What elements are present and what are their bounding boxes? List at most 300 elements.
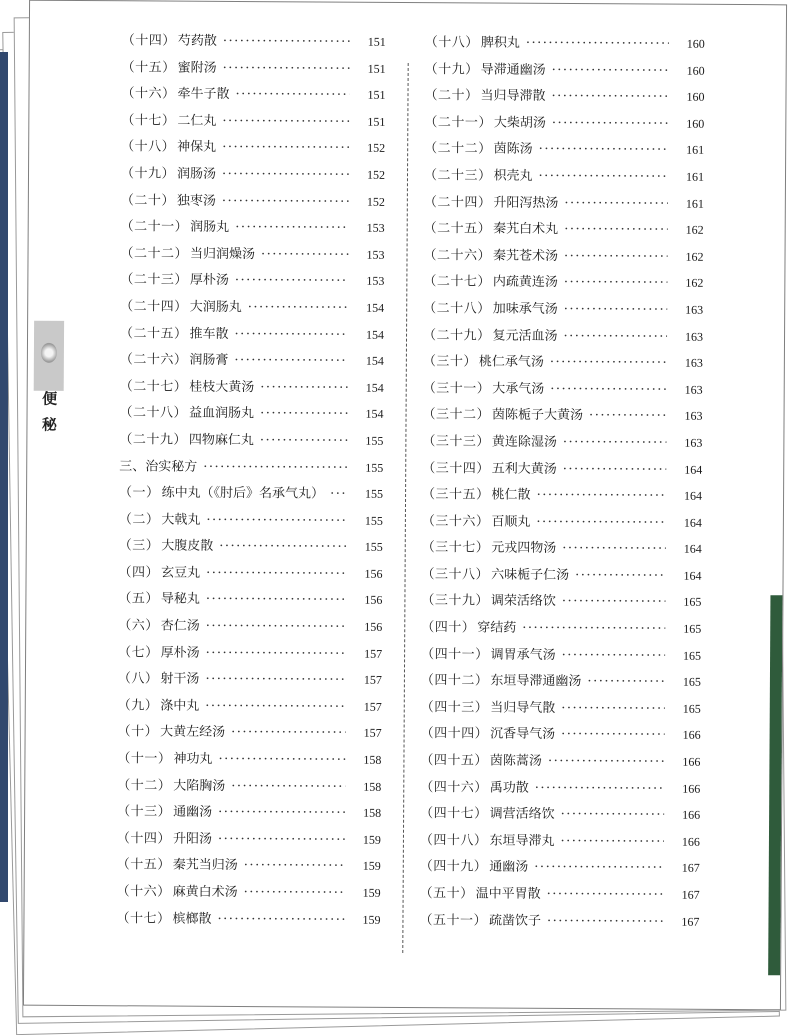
entry-page-number: 166 [682, 754, 701, 769]
entry-title: 东垣导滞通幽汤 [490, 673, 582, 690]
toc-entry [420, 776, 700, 804]
toc-entry [425, 58, 705, 86]
entry-page-number: 163 [684, 329, 704, 344]
entry-page-number: 166 [681, 834, 700, 849]
dot-leader [205, 672, 346, 688]
entry-title: 穿结药 [477, 620, 517, 636]
entry-page-number: 158 [363, 805, 382, 821]
column-divider [402, 63, 408, 953]
dot-leader [206, 619, 347, 635]
entry-page-number: 156 [364, 593, 383, 608]
dot-leader [205, 699, 346, 715]
entry-number: （十七） [116, 910, 171, 927]
entry-title: 大柴胡汤 [493, 115, 546, 131]
entry-number: （八） [117, 671, 159, 687]
toc-entry [421, 563, 701, 591]
entry-title: 练中丸（《肘后》名承气丸） [161, 485, 325, 502]
entry-page-number: 163 [685, 302, 704, 317]
entry-number: （三十一） [422, 380, 491, 397]
entry-page-number: 160 [686, 63, 705, 78]
entry-number: （三十四） [422, 460, 490, 477]
entry-number: （三十八） [421, 566, 490, 583]
entry-number: （二十九） [422, 327, 491, 344]
entry-number: （二十四） [423, 194, 492, 211]
entry-number: （一） [119, 485, 160, 501]
dot-leader [222, 167, 349, 183]
entry-number: （二十八） [423, 301, 491, 317]
dot-leader [552, 116, 669, 132]
entry-page-number: 151 [367, 87, 386, 103]
entry-number: （二十九） [119, 432, 187, 448]
entry-page-number: 161 [685, 196, 704, 211]
toc-page [23, 0, 787, 1010]
entry-title: 百顺丸 [491, 514, 531, 530]
toc-entry [117, 827, 381, 855]
dot-leader [235, 87, 349, 103]
entry-number: （二十八） [119, 405, 188, 421]
toc-entry [121, 136, 385, 164]
dot-leader [330, 487, 347, 502]
toc-entry [119, 508, 383, 536]
toc-entry [420, 829, 700, 857]
toc-entry [116, 907, 380, 935]
entry-title: 沉香导气汤 [490, 726, 556, 743]
toc-entry [421, 723, 701, 751]
entry-page-number: 155 [364, 540, 383, 555]
entry-page-number: 166 [682, 807, 701, 823]
toc-entry [119, 402, 383, 430]
entry-page-number: 152 [366, 194, 385, 209]
entry-title: 五利大黄汤 [491, 461, 557, 477]
entry-title: 推车散 [189, 326, 229, 342]
entry-number: （四十二） [420, 673, 489, 689]
entry-number: （二十七） [119, 378, 188, 395]
entry-number: （四十四） [420, 726, 489, 742]
entry-title: 茵陈蒿汤 [489, 753, 543, 769]
dot-leader [218, 832, 345, 848]
toc-entry [120, 322, 384, 350]
entry-page-number: 166 [682, 781, 701, 796]
entry-title: 益血润肠丸 [189, 405, 255, 422]
toc-entry [420, 749, 700, 777]
entry-title: 东垣导滞丸 [489, 833, 555, 849]
toc-entry [121, 82, 385, 110]
entry-page-number: 156 [364, 566, 383, 581]
toc-entry [424, 191, 704, 219]
entry-title: 神功丸 [173, 751, 213, 767]
toc-entry [424, 137, 704, 165]
entry-page-number: 166 [682, 728, 701, 743]
entry-number: （二十） [120, 192, 175, 209]
toc-entry [117, 854, 381, 882]
entry-page-number: 161 [685, 169, 705, 184]
entry-page-number: 160 [686, 116, 705, 131]
entry-title: 杏仁汤 [160, 618, 200, 634]
toc-entry [121, 109, 385, 137]
entry-number: （二十一） [120, 219, 189, 235]
dot-leader [244, 858, 345, 874]
entry-number: （五十一） [419, 912, 488, 929]
entry-title: 复元活血汤 [492, 328, 558, 344]
entry-number: （二十五） [119, 325, 188, 342]
toc-entry [422, 536, 702, 564]
entry-page-number: 153 [366, 274, 385, 289]
entry-title: 三、治实秘方 [119, 458, 198, 475]
entry-title: 大戟丸 [161, 512, 201, 528]
entry-title: 厚朴汤 [160, 645, 200, 661]
dot-leader [217, 911, 344, 927]
dot-leader [560, 834, 664, 850]
entry-page-number: 154 [365, 407, 384, 422]
toc-entry [117, 747, 381, 775]
dot-leader [231, 779, 345, 795]
entry-number: （四十九） [419, 859, 488, 875]
chapter-tab-emblem [34, 321, 64, 391]
dot-leader [235, 326, 349, 342]
entry-number: （十五） [121, 59, 176, 76]
entry-title: 秦艽当归汤 [172, 857, 238, 874]
entry-title: 厚朴汤 [189, 273, 229, 289]
dot-leader [552, 62, 669, 78]
dot-leader [219, 539, 347, 555]
dot-leader [564, 249, 668, 265]
entry-page-number: 160 [686, 36, 705, 51]
toc-column-left [116, 29, 386, 935]
entry-title: 调营活络饮 [489, 806, 555, 823]
dot-leader [206, 592, 347, 608]
entry-title: 桃仁散 [491, 487, 531, 503]
toc-entry [120, 375, 384, 403]
entry-page-number: 164 [683, 515, 702, 530]
entry-page-number: 160 [686, 89, 705, 105]
dot-leader [206, 566, 347, 582]
toc-entry [121, 215, 385, 243]
entry-page-number: 152 [367, 141, 386, 156]
toc-entry [422, 430, 702, 458]
dot-leader [223, 34, 350, 50]
toc-entry [117, 774, 381, 802]
entry-title: 蜜附汤 [177, 60, 217, 76]
dot-leader [522, 621, 665, 637]
entry-title: 秦艽白术丸 [493, 221, 559, 238]
toc-entry [421, 669, 701, 697]
entry-title: 元戎四物汤 [491, 540, 557, 557]
entry-page-number: 163 [684, 409, 703, 424]
dot-leader [539, 142, 669, 158]
entry-title: 当归导滞散 [480, 88, 546, 105]
entry-page-number: 162 [685, 276, 704, 291]
entry-title: 桂枝大黄汤 [189, 379, 255, 395]
entry-page-number: 155 [365, 433, 384, 448]
dot-leader [231, 725, 346, 741]
entry-page-number: 167 [681, 861, 700, 876]
toc-entry [423, 244, 703, 272]
entry-number: （十四） [121, 33, 176, 49]
entry-title: 脾积丸 [480, 35, 520, 51]
toc-entry [121, 162, 385, 190]
dot-leader [235, 220, 349, 236]
dot-leader [222, 193, 349, 209]
dot-leader [206, 512, 347, 528]
entry-page-number: 157 [363, 699, 382, 714]
dot-leader [548, 754, 665, 770]
entry-number: （九） [117, 698, 159, 714]
entry-number: （三十九） [421, 593, 489, 609]
entry-number: （十八） [424, 35, 479, 51]
toc-entry [121, 189, 385, 217]
entry-number: （二十一） [424, 114, 492, 131]
toc-entry [419, 909, 699, 937]
entry-number: （五） [118, 591, 159, 607]
toc-entry [421, 643, 701, 671]
entry-page-number: 165 [682, 674, 701, 690]
entry-number: （三十） [422, 354, 477, 370]
toc-entry [122, 56, 386, 84]
entry-title: 射干汤 [160, 671, 200, 687]
entry-page-number: 155 [364, 513, 383, 528]
entry-title: 当归导气散 [490, 700, 556, 716]
entry-title: 调荣活络饮 [490, 593, 556, 610]
dot-leader [575, 568, 666, 584]
dot-leader [561, 701, 665, 717]
entry-number: （三十二） [422, 407, 491, 423]
toc-entry [420, 802, 700, 830]
entry-title: 通幽汤 [489, 859, 529, 876]
entry-title: 大陷胸汤 [173, 778, 226, 794]
entry-page-number: 158 [363, 779, 382, 794]
entry-title: 黄连除湿汤 [491, 434, 557, 450]
entry-title: 禹功散 [489, 780, 529, 796]
entry-number: （二十三） [120, 272, 188, 289]
entry-number: （十八） [121, 139, 176, 155]
entry-page-number: 162 [685, 249, 704, 264]
toc-entry [119, 481, 383, 509]
entry-page-number: 164 [683, 541, 702, 557]
toc-entry [118, 641, 382, 669]
toc-entry [423, 297, 703, 325]
entry-page-number: 157 [363, 673, 382, 688]
entry-title: 二仁丸 [177, 113, 217, 129]
entry-number: （二十三） [423, 168, 492, 184]
entry-number: （二） [118, 511, 160, 528]
toc-entry [120, 242, 384, 270]
entry-page-number: 151 [367, 34, 386, 49]
dot-leader [526, 36, 669, 52]
entry-number: （十六） [121, 86, 176, 102]
dot-leader [550, 382, 667, 398]
entry-number: （三十三） [422, 434, 490, 450]
dot-leader [563, 461, 667, 477]
dot-leader [538, 169, 668, 185]
entry-number: （二十六） [119, 352, 188, 368]
dot-leader [550, 355, 667, 371]
entry-page-number: 151 [367, 61, 386, 76]
toc-entry [422, 483, 702, 511]
entry-page-number: 159 [362, 912, 381, 927]
toc-entry [118, 694, 382, 722]
entry-number: （十三） [117, 804, 172, 820]
dot-leader [564, 302, 668, 318]
entry-page-number: 165 [683, 621, 702, 636]
entry-page-number: 167 [681, 914, 700, 929]
entry-number: （七） [118, 644, 159, 661]
toc-entry [420, 882, 700, 910]
dot-leader [222, 140, 349, 156]
entry-page-number: 154 [365, 380, 384, 395]
entry-page-number: 159 [362, 859, 381, 874]
toc-section-heading [119, 455, 383, 483]
dot-leader [564, 196, 668, 212]
entry-number: （四十六） [420, 779, 488, 796]
toc-entry [424, 164, 704, 192]
toc-entry [117, 880, 381, 908]
entry-title: 温中平胃散 [475, 886, 541, 902]
page-edge-strip [768, 595, 782, 975]
entry-title: 芍药散 [177, 33, 217, 49]
dot-leader [551, 89, 668, 105]
toc-entry [118, 721, 382, 749]
entry-title: 玄豆丸 [161, 565, 201, 581]
entry-page-number: 162 [685, 222, 704, 237]
entry-page-number: 164 [683, 568, 702, 583]
entry-number: （六） [118, 618, 159, 634]
entry-page-number: 151 [367, 114, 386, 129]
entry-page-number: 159 [362, 885, 381, 900]
entry-title: 当归润燥汤 [189, 246, 256, 262]
entry-number: （二十四） [120, 299, 188, 315]
page-edge-strip [0, 52, 8, 902]
entry-number: （十） [117, 724, 159, 740]
dot-leader [534, 860, 664, 876]
entry-number: （十二） [117, 777, 172, 794]
entry-page-number: 167 [681, 887, 700, 902]
toc-entry [118, 667, 382, 695]
entry-title: 神保丸 [177, 139, 217, 156]
toc-entry [423, 324, 703, 352]
entry-number: （十五） [116, 857, 171, 873]
dot-leader [564, 222, 668, 238]
entry-number: （四十八） [419, 832, 488, 849]
toc-entry [425, 31, 705, 59]
toc-entry [422, 510, 702, 538]
entry-page-number: 153 [366, 247, 385, 262]
toc-entry [424, 111, 704, 139]
entry-page-number: 153 [366, 220, 385, 236]
dot-leader [535, 780, 665, 796]
entry-title: 内疏黄连汤 [492, 274, 558, 291]
dot-leader [260, 380, 348, 396]
entry-number: （十一） [117, 751, 172, 767]
entry-number: （十九） [424, 61, 479, 78]
entry-page-number: 164 [684, 488, 703, 503]
entry-page-number: 165 [682, 701, 701, 716]
entry-page-number: 154 [365, 327, 385, 342]
entry-number: （四十五） [420, 753, 488, 769]
dot-leader [203, 459, 347, 475]
dot-leader [537, 488, 667, 504]
entry-number: （二十六） [423, 247, 492, 264]
dot-leader [223, 60, 350, 76]
entry-number: （三十七） [421, 540, 490, 556]
entry-page-number: 157 [364, 646, 383, 661]
toc-column-right [419, 31, 705, 937]
dot-leader [260, 433, 348, 449]
toc-entry [423, 350, 703, 378]
toc-entry [118, 588, 382, 616]
toc-entry [422, 457, 702, 485]
dot-leader [587, 674, 665, 689]
entry-title: 四物麻仁丸 [188, 432, 254, 448]
entry-title: 润肠汤 [176, 166, 217, 182]
entry-title: 涤中丸 [160, 698, 200, 714]
entry-title: 大润肠丸 [189, 299, 242, 315]
entry-title: 大黄左经汤 [160, 724, 226, 741]
toc-entry [421, 696, 701, 724]
toc-entry [423, 377, 703, 405]
entry-page-number: 161 [686, 143, 705, 158]
chapter-side-label: 便秘 [41, 389, 58, 434]
dot-leader [562, 594, 666, 610]
entry-number: （二十二） [424, 141, 492, 157]
entry-number: （二十二） [120, 246, 189, 262]
entry-number: （三十六） [421, 513, 490, 530]
entry-title: 加味承气汤 [492, 301, 558, 317]
dot-leader [536, 514, 666, 530]
entry-title: 升阳泻热汤 [493, 195, 559, 211]
entry-page-number: 154 [366, 300, 385, 315]
entry-title: 大承气汤 [492, 381, 545, 397]
toc-entry [423, 270, 703, 298]
entry-title: 牵牛子散 [177, 86, 230, 103]
entry-number: （四十） [421, 620, 476, 636]
entry-title: 独枣汤 [176, 193, 216, 209]
entry-title: 大腹皮散 [161, 538, 214, 555]
toc-entry [422, 403, 702, 431]
entry-number: （三十五） [422, 487, 490, 503]
entry-page-number: 155 [365, 486, 384, 501]
entry-page-number: 165 [683, 648, 702, 663]
toc-entry [421, 590, 701, 618]
entry-number: （十九） [120, 166, 176, 182]
dot-leader [218, 805, 345, 821]
entry-page-number: 163 [684, 355, 703, 370]
entry-title: 麻黄白术汤 [172, 884, 238, 900]
dot-leader [564, 275, 668, 291]
toc-entry [424, 84, 704, 112]
entry-title: 升阳汤 [172, 831, 213, 847]
entry-number: （五十） [419, 886, 474, 902]
entry-title: 润肠膏 [189, 352, 229, 369]
entry-page-number: 163 [684, 435, 703, 450]
dot-leader [206, 645, 347, 661]
dot-leader [260, 406, 348, 422]
entry-number: （二十五） [423, 221, 492, 237]
dot-leader [234, 353, 348, 369]
entry-number: （四十一） [421, 646, 489, 663]
entry-page-number: 154 [365, 353, 384, 368]
dot-leader [589, 408, 667, 423]
entry-number: （三） [118, 538, 160, 554]
dot-leader [222, 114, 349, 130]
entry-number: （十四） [116, 831, 172, 847]
entry-title: 桃仁承气汤 [478, 354, 544, 370]
dot-leader [562, 541, 666, 557]
entry-title: 槟榔散 [172, 911, 212, 927]
entry-title: 枳壳丸 [493, 168, 533, 184]
entry-page-number: 156 [364, 619, 383, 634]
entry-title: 茵陈栀子大黄汤 [492, 407, 584, 424]
entry-number: （十七） [121, 113, 176, 129]
